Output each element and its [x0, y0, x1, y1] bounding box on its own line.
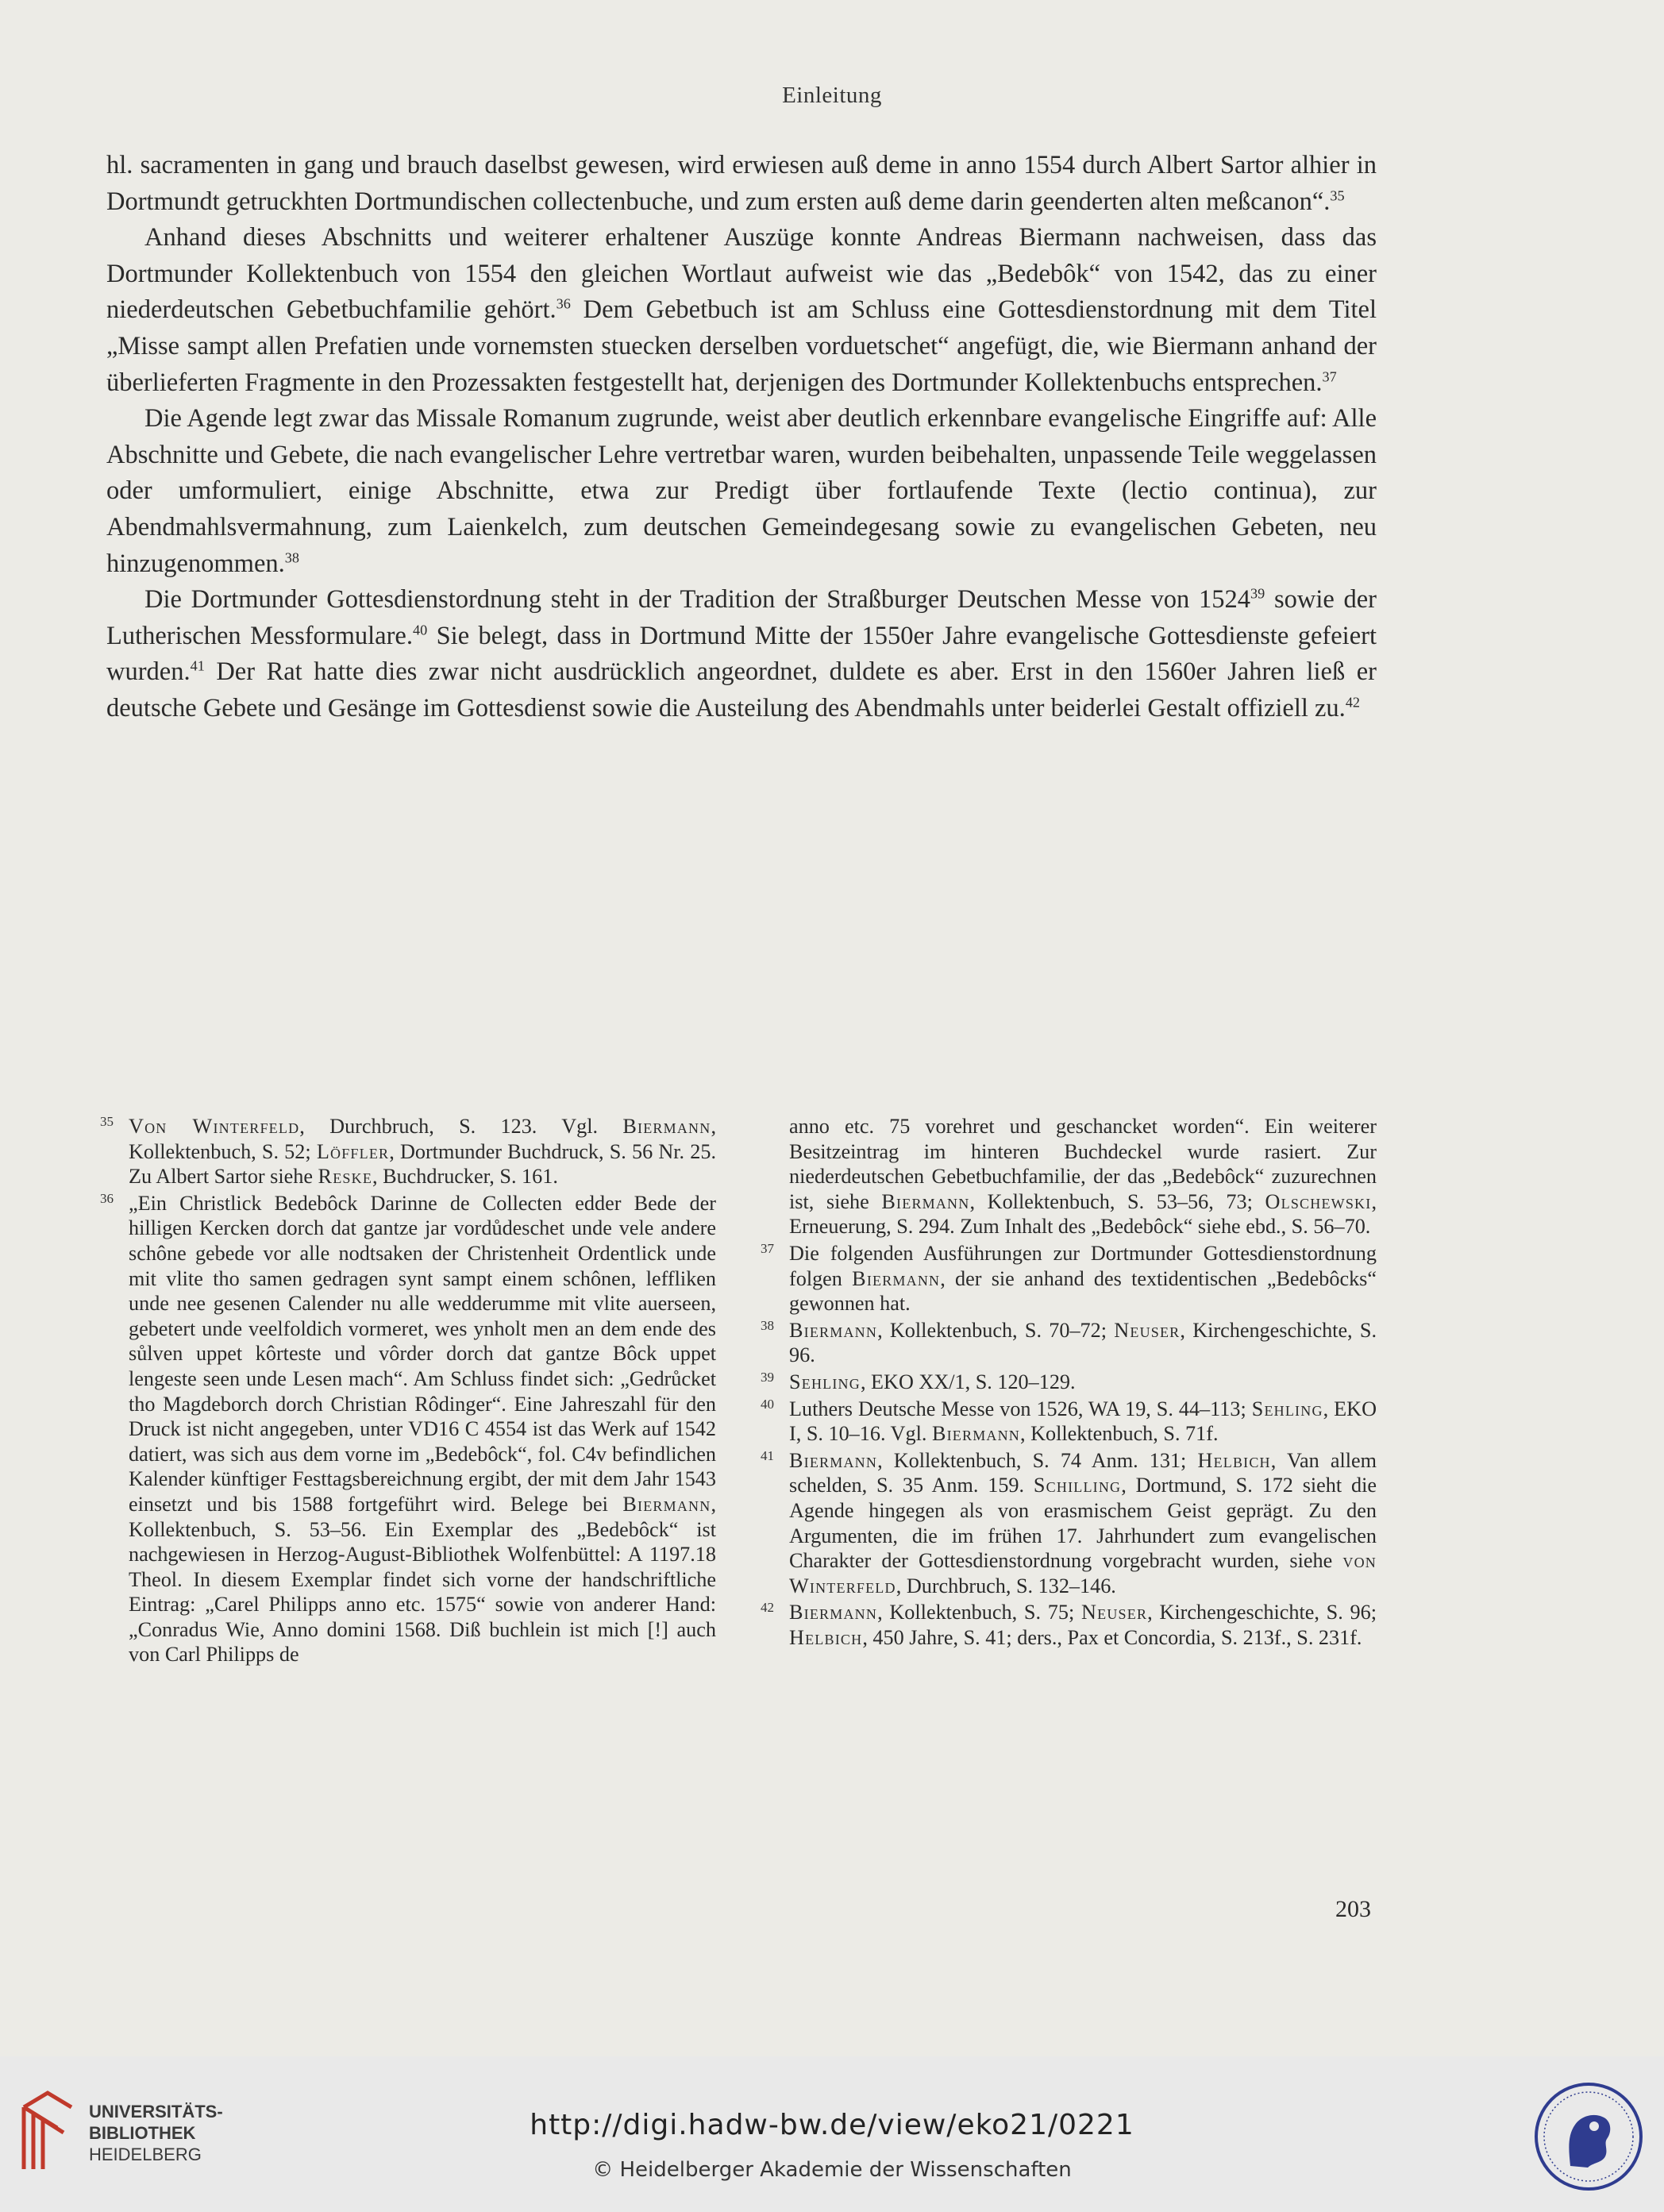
footnote-41: 41 Biermann, Kollektenbuch, S. 74 Anm. 131; Helbich, Van allem schelden, S. 35 Anm. 159. Schilling, Dortmund, S. 172 sieht die Agende hingegen als von erasmischem Geist geprägt. Zu den Argumenten, die im frühen 17. Jahrhundert zum evangelischen Charakter der Gottesdienstordnung vorgebracht wurden, siehe von Winterfeld, Durchbruch, S. 132–146.	[761, 1447, 1377, 1597]
footnote-ref-39[interactable]: 39	[1250, 585, 1265, 602]
footnote-36-continued: anno etc. 75 vorehret und geschancket worden“. Ein weiterer Besitzeintrag im hinteren Buchdeckel wurde rasiert. Zur niederdeutschen Gebetbuchfamilie, der das „Bedebôck“ zuzurechnen ist, siehe Biermann, Kollektenbuch, S. 53–56, 73; Olschewski, Erneuerung, S. 294. Zum Inhalt des „Bedebôck“ siehe ebd., S. 56–70.	[789, 1115, 1377, 1239]
copyright-notice: © Heidelberger Akademie der Wissenschaften	[592, 2158, 1072, 2182]
footnote-ref-38[interactable]: 38	[284, 549, 299, 566]
paragraph-3: Die Agende legt zwar das Missale Romanum zugrunde, weist aber deutlich erkennbare evangelische Eingriffe auf: Alle Abschnitte und Gebete, die nach evangelischer Lehre vertretbar waren, wurden beibehalten, unpassende Teile weggelassen oder umformuliert, einige Abschnitte, etwa zur Predigt über fortlaufende Texte (lectio continua), zur Abendmahlsvermahnung, zum Laienkelch, zum deutschen Gemeindegesang sowie zu evangelischen Gebeten, neu hinzugenommen.$^{38}$	[106, 404, 1377, 578]
running-head: Einleitung	[782, 83, 882, 108]
footnote-37: 37 Die folgenden Ausführungen zur Dortmunder Gottesdienstordnung folgen Biermann, der sie anhand des textidentischen „Bedebôcks“ gewonnen hat.	[761, 1240, 1377, 1316]
footnote-40: 40 Luthers Deutsche Messe von 1526, WA 19, S. 44–113; Sehling, EKO I, S. 10–16. Vgl. Biermann, Kollektenbuch, S. 71f.	[761, 1396, 1377, 1446]
footnote-38: 38 Biermann, Kollektenbuch, S. 70–72; Neuser, Kirchengeschichte, S. 96.	[761, 1317, 1377, 1367]
footnote-ref-37[interactable]: 37	[1322, 368, 1337, 385]
library-logo-text[interactable]: UNIVERSITÄTS- BIBLIOTHEK HEIDELBERG	[89, 2102, 223, 2164]
footnote-ref-35[interactable]: 35	[1330, 187, 1345, 204]
footnotes-right-column	[761, 1114, 1377, 1651]
footnote-ref-42[interactable]: 42	[1345, 694, 1360, 711]
permalink-url[interactable]: http://digi.hadw-bw.de/view/eko21/0221	[530, 2109, 1134, 2141]
footnote-ref-41[interactable]: 41	[190, 658, 205, 675]
academy-seal-icon	[1532, 2080, 1645, 2193]
page-number: 203	[1335, 1896, 1371, 1922]
viewer-footer	[0, 2056, 1664, 2212]
footnote-35: 35 Von Winterfeld, Durchbruch, S. 123. Vgl. Biermann, Kollektenbuch, S. 52; Löffler, Dortmunder Buchdruck, S. 56 Nr. 25. Zu Albert Sartor siehe Reske, Buchdrucker, S. 161.	[100, 1114, 717, 1189]
paragraph-2: Anhand dieses Abschnitts und weiterer erhaltener Auszüge konnte Andreas Biermann nachweisen, dass das Dortmunder Kollektenbuch von 1554 den gleichen Wortlaut aufweist wie das „Bedebôk“ von 1542, das zu einer niederdeutschen Gebetbuchfamilie gehört.$^{36}$ Dem Gebetbuch ist am Schluss eine Gottesdienstordnung mit dem Titel „Misse sampt allen Prefatien unde vornemsten stuecken derselben vorduetschet“ angefügt, die, wie Biermann anhand der überlieferten Fragmente in den Prozessakten festgestellt hat, derjenigen des Dortmunder Kollektenbuchs entsprechen.$^{37}$	[106, 223, 1377, 397]
footnotes-left-column	[100, 1114, 716, 1669]
footnote-42: 42 Biermann, Kollektenbuch, S. 75; Neuser, Kirchengeschichte, S. 96; Helbich, 450 Jahre, S. 41; ders., Pax et Concordia, S. 213f., S. 231f.	[761, 1600, 1377, 1649]
footnote-ref-40[interactable]: 40	[412, 622, 428, 638]
footnote-36: 36 „Ein Christlick Bedebôck Darinne de Collecten edder Bede der hilligen Kercken dorch dat gantze jar vordůdeschet unde vele andere schône gebede vor alle nodtsaken der Christenheit Ordentlick unde mit vlite tho samen gedragen synt sampt einem schônen, leffliken unde nee gesenen Calender nu alle wedderumme mit vlite auerseen, gebetert unde veelfoldich vormeret, wes ynholt men an dem ende des sůlven uppet kôrteste und vôrder dorch dat gantze Bôck uppet lengeste seen unde Lesen mach“. Am Schluss findet sich: „Gedrůcket tho Magdeborch dorch Christian Rôdinger“. Eine Jahreszahl für den Druck ist nicht angegeben, unter VD16 C 4554 ist das Werk auf 1542 datiert, was sich aus dem vorne im „Bedebôck“, fol. C4v befindlichen Kalender künftiger Festtagsbereichnung ergibt, der mit dem Jahr 1543 einsetzt und bis 1588 fortgeführt wird. Belege bei Biermann, Kollektenbuch, S. 53–56. Ein Exemplar des „Bedebôck“ ist nachgewiesen in Herzog-August-Bibliothek Wolfenbüttel: A 1197.18 Theol. In diesem Exemplar findet sich vorne der handschriftliche Eintrag: „Carel Philipps anno etc. 1575“ sowie von anderer Hand: „Conradus Wie, Anno domini 1568. Diß buchlein ist mich [!] auch von Carl Philipps de	[100, 1190, 716, 1667]
footnote-ref-36[interactable]: 36	[556, 296, 571, 313]
paragraph-4: Die Dortmunder Gottesdienstordnung steht in der Tradition der Straßburger Deutschen Messe von 1524$^{39}$ sowie der Lutherischen Messformulare.$^{40}$ Sie belegt, dass in Dortmund Mitte der 1550er Jahre evangelische Gottesdienste gefeiert wurden.$^{41}$ Der Rat hatte dies zwar nicht ausdrücklich angeordnet, duldete es aber. Erst in den 1560er Jahren ließ er deutsche Gebete und Gesänge im Gottesdienst sowie die Austeilung des Abendmahls unter beiderlei Gestalt offiziell zu.$^{42}$	[106, 585, 1377, 723]
paragraph-1: hl. sacramenten in gang und brauch daselbst gewesen, wird erwiesen auß deme in anno 1554 durch Albert Sartor alhier in Dortmundt getruckhten Dortmundischen collectenbuche, und zum ersten auß deme darin geenderten alten meßcanon“.$^{35}$	[106, 151, 1377, 216]
main-text	[106, 148, 1377, 727]
footnote-39: 39 Sehling, EKO XX/1, S. 120–129.	[761, 1369, 1076, 1393]
